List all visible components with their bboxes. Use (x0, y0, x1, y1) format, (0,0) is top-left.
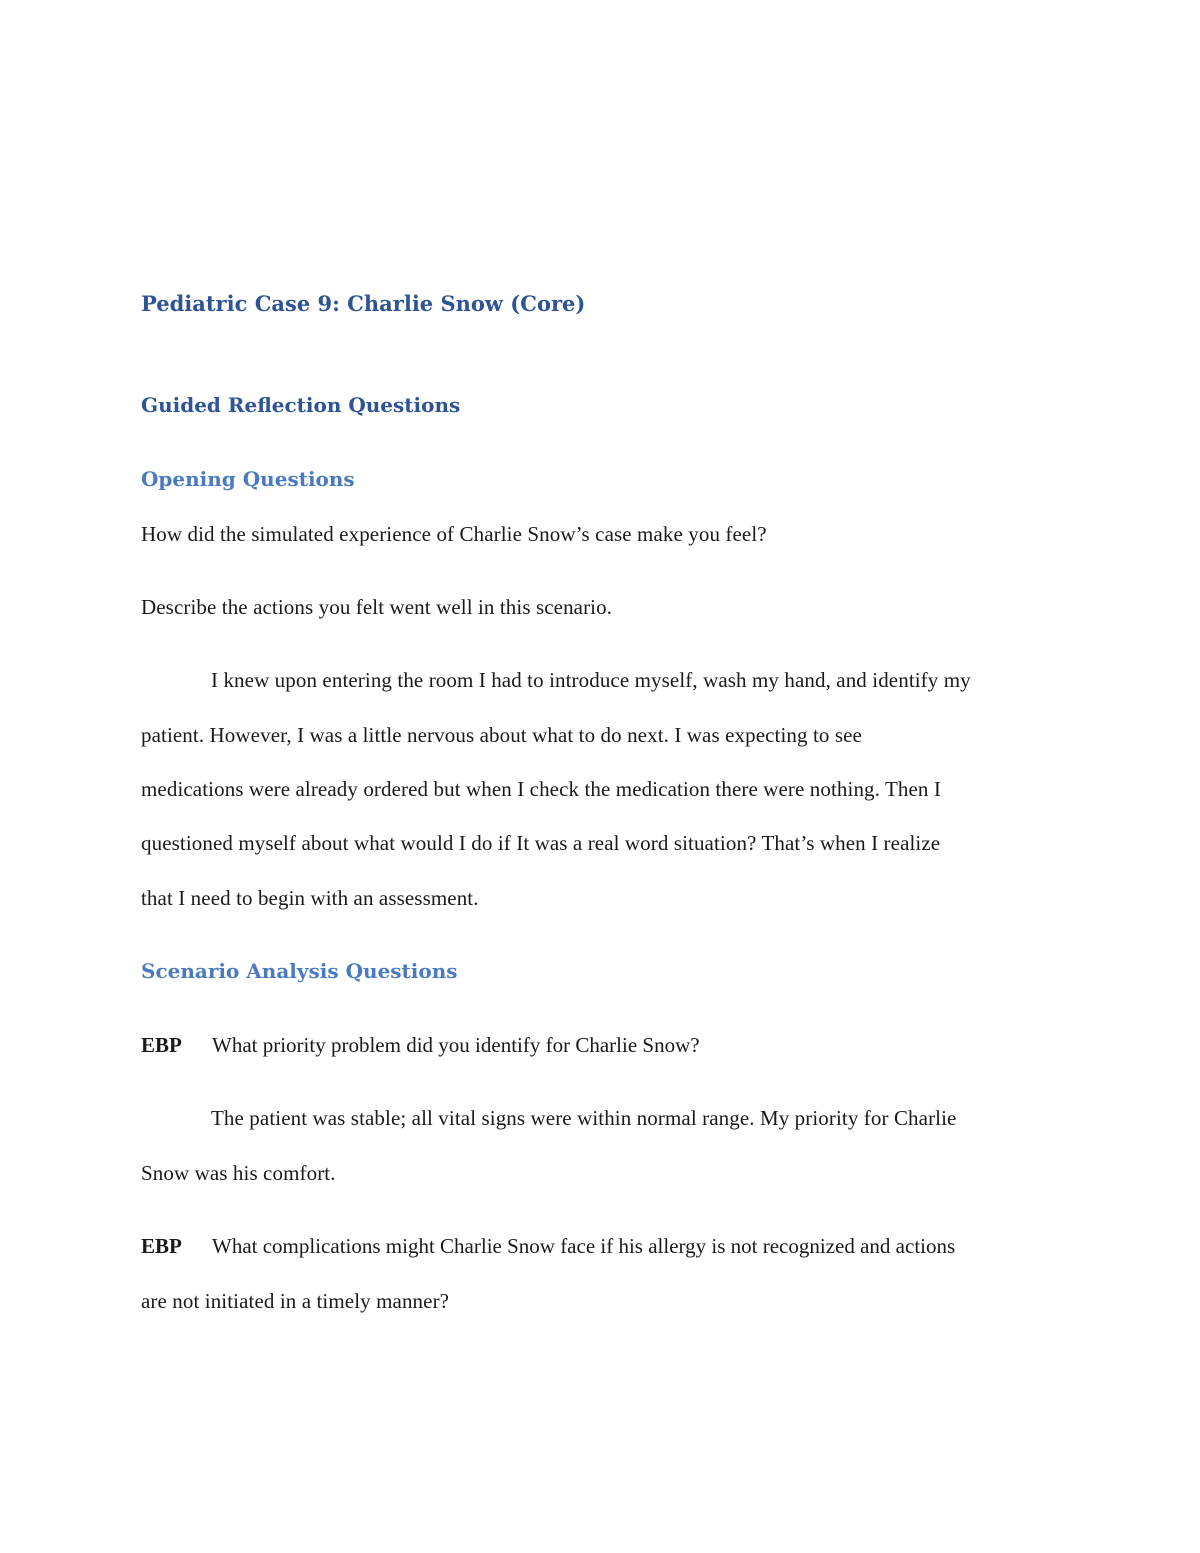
ebp-question-1 (141, 1031, 1121, 1059)
document-title: Pediatric Case 9: Charlie Snow (Core) (141, 291, 586, 316)
ebp-label: EBP (141, 1234, 182, 1258)
answer-line: medications were already ordered but when I check the medication there were nothing. Then I (141, 777, 941, 801)
answer-line: that I need to begin with an assessment. (141, 886, 479, 910)
section-heading: Guided Reflection Questions (141, 393, 461, 417)
ebp-question-text: What complications might Charlie Snow face if his allergy is not recognized and actions (212, 1234, 956, 1258)
ebp-question-continuation: are not initiated in a timely manner? (141, 1289, 450, 1313)
answer-line: questioned myself about what would I do if It was a real word situation? That’s when I realize (141, 831, 941, 855)
ebp-label: EBP (141, 1033, 182, 1057)
opening-question-2: Describe the actions you felt went well in this scenario. (141, 595, 613, 619)
ebp-question-2 (141, 1232, 1121, 1260)
answer-line: The patient was stable; all vital signs were within normal range. My priority for Charlie (211, 1106, 957, 1130)
ebp-question-text: What priority problem did you identify for Charlie Snow? (212, 1033, 700, 1057)
answer-line: I knew upon entering the room I had to introduce myself, wash my hand, and identify my (211, 668, 971, 692)
answer-line: patient. However, I was a little nervous about what to do next. I was expecting to see (141, 723, 862, 747)
opening-questions-heading: Opening Questions (141, 467, 355, 491)
scenario-analysis-heading: Scenario Analysis Questions (141, 959, 458, 983)
opening-question-1: How did the simulated experience of Charlie Snow’s case make you feel? (141, 522, 767, 546)
answer-line: Snow was his comfort. (141, 1161, 336, 1185)
